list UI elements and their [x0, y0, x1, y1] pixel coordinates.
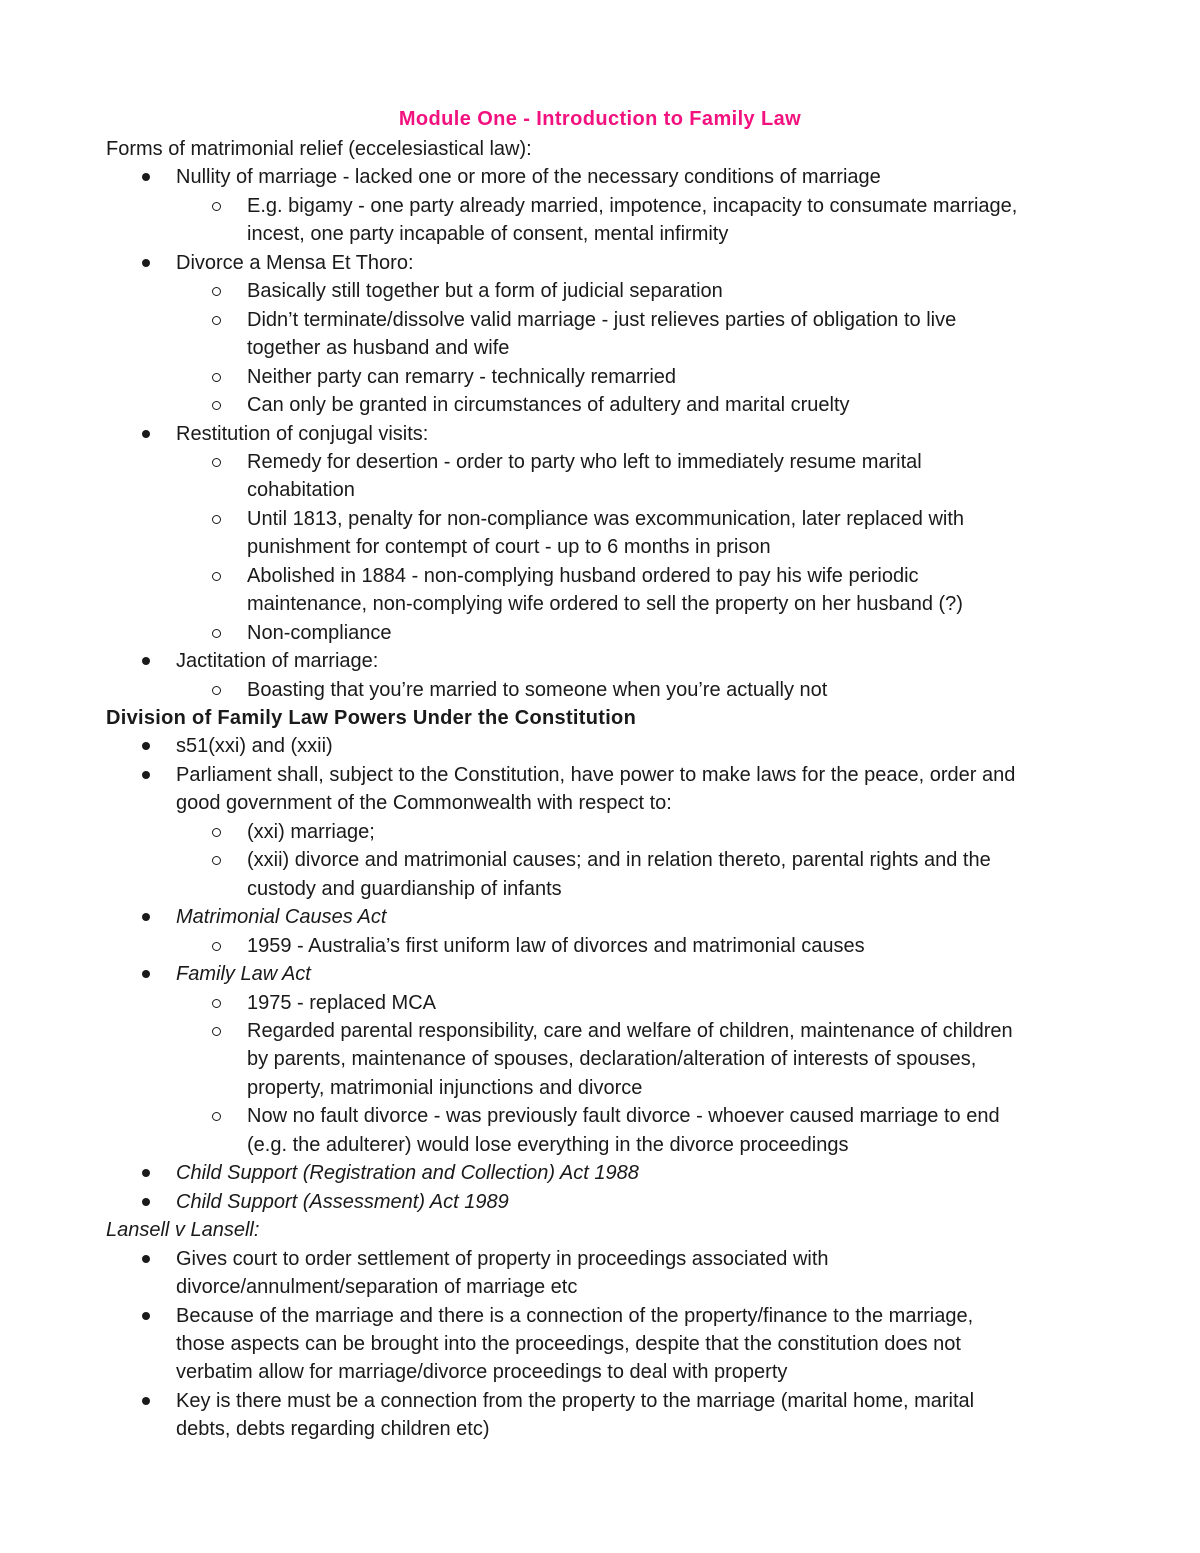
sub-list-item-text: by parents, maintenance of spouses, declaration/alteration of interests of spouses, [247, 1048, 977, 1071]
list-item-text: Jactitation of marriage: [176, 650, 379, 673]
bullet-circle-icon [212, 458, 221, 467]
paragraph-line: Forms of matrimonial relief (eccelesiastical law): [106, 138, 532, 160]
bullet-circle-icon [212, 202, 221, 211]
sub-list-item-text: cohabitation [247, 479, 355, 502]
list-item-text: Gives court to order settlement of property in proceedings associated with [176, 1247, 829, 1270]
sub-list-item-text: property, matrimonial injunctions and divorce [247, 1076, 643, 1099]
sub-list-item-text: incest, one party incapable of consent, mental infirmity [247, 223, 729, 246]
sub-list-item-text: Abolished in 1884 - non-complying husband ordered to pay his wife periodic [247, 564, 919, 587]
list-item-text: Child Support (Registration and Collection) Act 1988 [176, 1162, 639, 1185]
sub-list-item-text: Regarded parental responsibility, care and welfare of children, maintenance of children [247, 1019, 1013, 1042]
bullet-dot-icon [142, 742, 150, 750]
sub-list-item-text: together as husband and wife [247, 337, 510, 360]
list-item-text: Family Law Act [176, 963, 311, 985]
list-item-text: Matrimonial Causes Act [176, 906, 387, 929]
list-item-text: divorce/annulment/separation of marriage etc [176, 1276, 578, 1298]
bullet-dot-icon [142, 1169, 150, 1177]
bullet-circle-icon [212, 316, 221, 325]
bullet-dot-icon [142, 259, 150, 267]
bullet-dot-icon [142, 173, 150, 181]
sub-list-item-text: Non-compliance [247, 621, 392, 644]
paragraph-line: Lansell v Lansell: [106, 1219, 260, 1242]
bullet-circle-icon [212, 373, 221, 382]
bullet-dot-icon [142, 970, 150, 978]
sub-list-item-text: (xxii) divorce and matrimonial causes; and in relation thereto, parental rights and the [247, 849, 991, 872]
list-item-text: debts, debts regarding children etc) [176, 1418, 490, 1441]
bullet-circle-icon [212, 686, 221, 695]
sub-list-item-text: maintenance, non-complying wife ordered to sell the property on her husband (?) [247, 593, 963, 616]
sub-list-item-text: Remedy for desertion - order to party who left to immediately resume marital [247, 450, 922, 473]
list-item-text: good government of the Commonwealth with respect to: [176, 792, 672, 815]
bullet-dot-icon [142, 1198, 150, 1206]
sub-list-item-text: 1975 - replaced MCA [247, 991, 436, 1014]
sub-list-item-text: Can only be granted in circumstances of adultery and marital cruelty [247, 394, 850, 417]
bullet-circle-icon [212, 942, 221, 951]
list-item-text: Parliament shall, subject to the Constitution, have power to make laws for the peace, order and [176, 763, 1016, 786]
bullet-dot-icon [142, 1397, 150, 1405]
sub-list-item-text: Basically still together but a form of judicial separation [247, 280, 723, 303]
sub-list-item-text: custody and guardianship of infants [247, 877, 562, 900]
bullet-dot-icon [142, 771, 150, 779]
sub-list-item-text: (xxi) marriage; [247, 820, 375, 843]
list-item-text: those aspects can be brought into the proceedings, despite that the constitution does not [176, 1332, 961, 1355]
bullet-dot-icon [142, 1255, 150, 1263]
sub-list-item-text: Boasting that you’re married to someone when you’re actually not [247, 678, 828, 701]
bullet-circle-icon [212, 1112, 221, 1121]
sub-list-item-text: Didn’t terminate/dissolve valid marriage - just relieves parties of obligation to live [247, 308, 957, 331]
bullet-circle-icon [212, 1027, 221, 1036]
bullet-circle-icon [212, 401, 221, 410]
list-item-text: s51(xxi) and (xxii) [176, 735, 333, 758]
sub-list-item-text: punishment for contempt of court - up to 6 months in prison [247, 536, 771, 559]
sub-list-item-text: Neither party can remarry - technically remarried [247, 365, 677, 388]
bullet-circle-icon [212, 999, 221, 1008]
bullet-dot-icon [142, 913, 150, 921]
sub-list-item-text: Now no fault divorce - was previously fault divorce - whoever caused marriage to end [247, 1105, 1000, 1128]
list-item-text: Key is there must be a connection from the property to the marriage (marital home, marital [176, 1389, 975, 1412]
list-item-text: Because of the marriage and there is a connection of the property/finance to the marriage, [176, 1304, 974, 1327]
bullet-circle-icon [212, 287, 221, 296]
bullet-circle-icon [212, 856, 221, 865]
page-title: Module One - Introduction to Family Law [398, 108, 802, 130]
sub-list-item-text: 1959 - Australia’s first uniform law of divorces and matrimonial causes [247, 934, 865, 957]
list-item-text: Restitution of conjugal visits: [176, 422, 429, 445]
sub-list-item-text: E.g. bigamy - one party already married, impotence, incapacity to consumate marriage, [247, 194, 1018, 217]
bullet-circle-icon [212, 515, 221, 524]
sub-list-item-text: (e.g. the adulterer) would lose everything in the divorce proceedings [247, 1133, 849, 1156]
sub-list-item-text: Until 1813, penalty for non-compliance was excommunication, later replaced with [247, 507, 965, 530]
list-item-text: Divorce a Mensa Et Thoro: [176, 251, 414, 274]
list-item-text: verbatim allow for marriage/divorce proceedings to deal with property [176, 1361, 788, 1384]
bullet-circle-icon [212, 828, 221, 837]
list-item-text: Nullity of marriage - lacked one or more of the necessary conditions of marriage [176, 166, 881, 189]
list-item-text: Child Support (Assessment) Act 1989 [176, 1190, 509, 1213]
bullet-dot-icon [142, 1312, 150, 1320]
bullet-circle-icon [212, 572, 221, 581]
bullet-dot-icon [142, 430, 150, 438]
bullet-dot-icon [142, 657, 150, 665]
bullet-circle-icon [212, 629, 221, 638]
section-heading: Division of Family Law Powers Under the Constitution [106, 707, 637, 729]
